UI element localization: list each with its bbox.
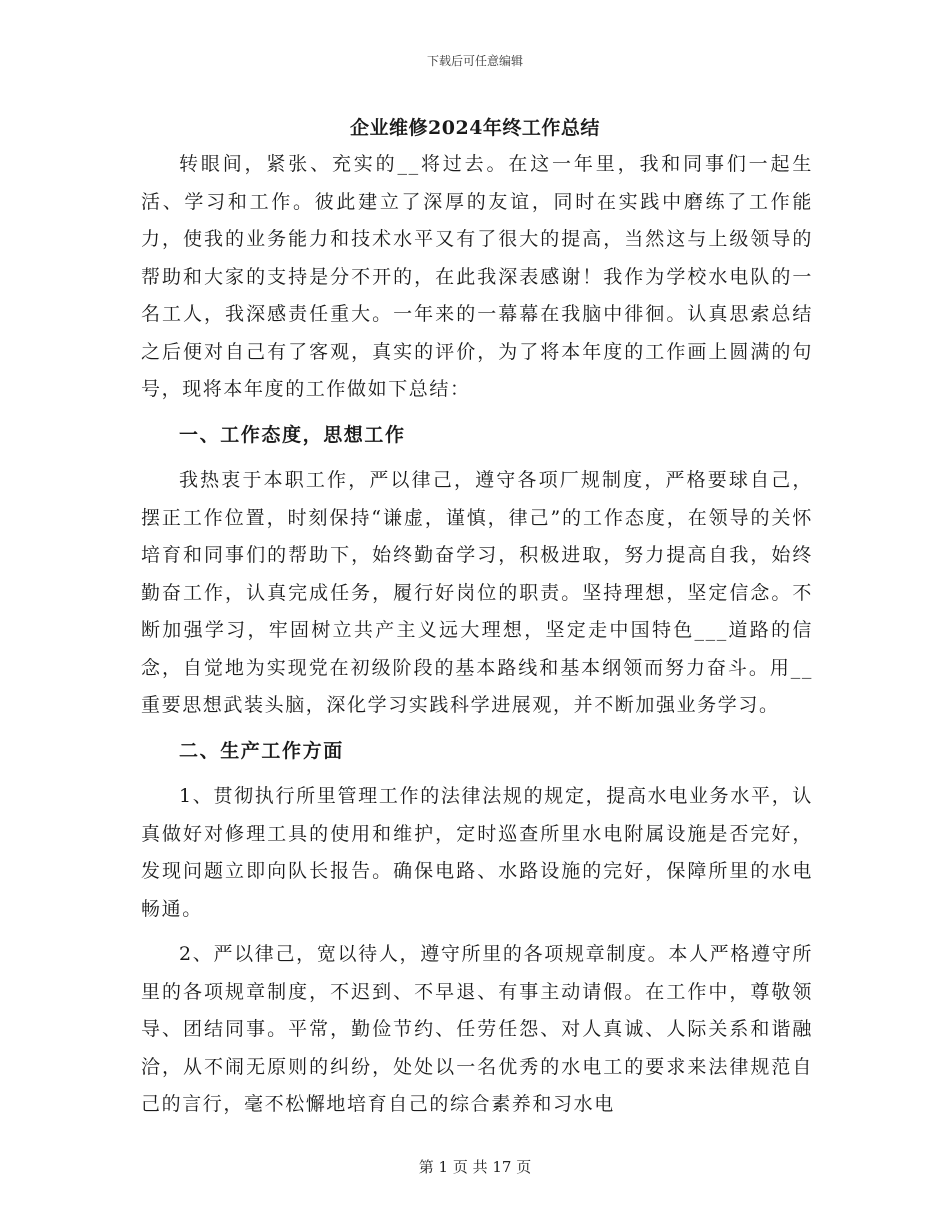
production-item-1-paragraph: 1、贯彻执行所里管理工作的法律法规的规定，提高水电业务水平，认真做好对修理工具的使用和维护，定时巡查所里水电附属设施是否完好，发现问题立即向队长报告。确保电路、水路设施的完好，保障所里的水电畅通。 [141, 785, 813, 920]
page-number-footer: 第 1 页 共 17 页 [418, 1158, 532, 1176]
work-attitude-paragraph: 我热衷于本职工作，严以律己，遵守各项厂规制度，严格要球自己，摆正工作位置，时刻保持“谦虚，谨慎，律己”的工作态度，在领导的关怀培育和同事们的帮助下，始终勤奋学习，积极进取，努力提高自我，始终勤奋工作，认真完成任务，履行好岗位的职责。坚持理想，坚定信念。不断加强学习，牢固树立共产主义远大理想，坚定走中国特色___道路的信念，自觉地为实现党在初级阶段的基本路线和基本纲领而努力奋斗。用__重要思想武装头脑，深化学习实践科学进展观，并不断加强业务学习。 [141, 469, 813, 716]
document-body [141, 146, 813, 1132]
document-title: 企业维修2024年终工作总结 [350, 117, 600, 139]
section-heading-work-attitude: 一、工作态度，思想工作 [179, 423, 406, 446]
intro-paragraph: 转眼间，紧张、充实的__将过去。在这一年里，我和同事们一起生活、学习和工作。彼此建立了深厚的友谊，同时在实践中磨练了工作能力，使我的业务能力和技术水平又有了很大的提高，当然这与上级领导的帮助和大家的支持是分不开的，在此我深表感谢！我作为学校水电队的一名工人，我深感责任重大。一年来的一幕幕在我脑中徘徊。认真思索总结之后便对自己有了客观，真实的评价，为了将本年度的工作画上圆满的句号，现将本年度的工作做如下总结： [141, 153, 813, 400]
header-note: 下载后可任意编辑 [426, 54, 523, 68]
section-heading-production-work: 二、生产工作方面 [179, 739, 344, 762]
production-item-2-paragraph: 2、严以律己，宽以待人，遵守所里的各项规章制度。本人严格遵守所里的各项规章制度，不迟到、不早退、有事主动请假。在工作中，尊敬领导、团结同事。平常，勤俭节约、任劳任怨、对人真诚、人际关系和谐融洽，从不闹无原则的纠纷，处处以一名优秀的水电工的要求来法律规范自己的言行，毫不松懈地培育自己的综合素养和习水电 [141, 943, 813, 1115]
